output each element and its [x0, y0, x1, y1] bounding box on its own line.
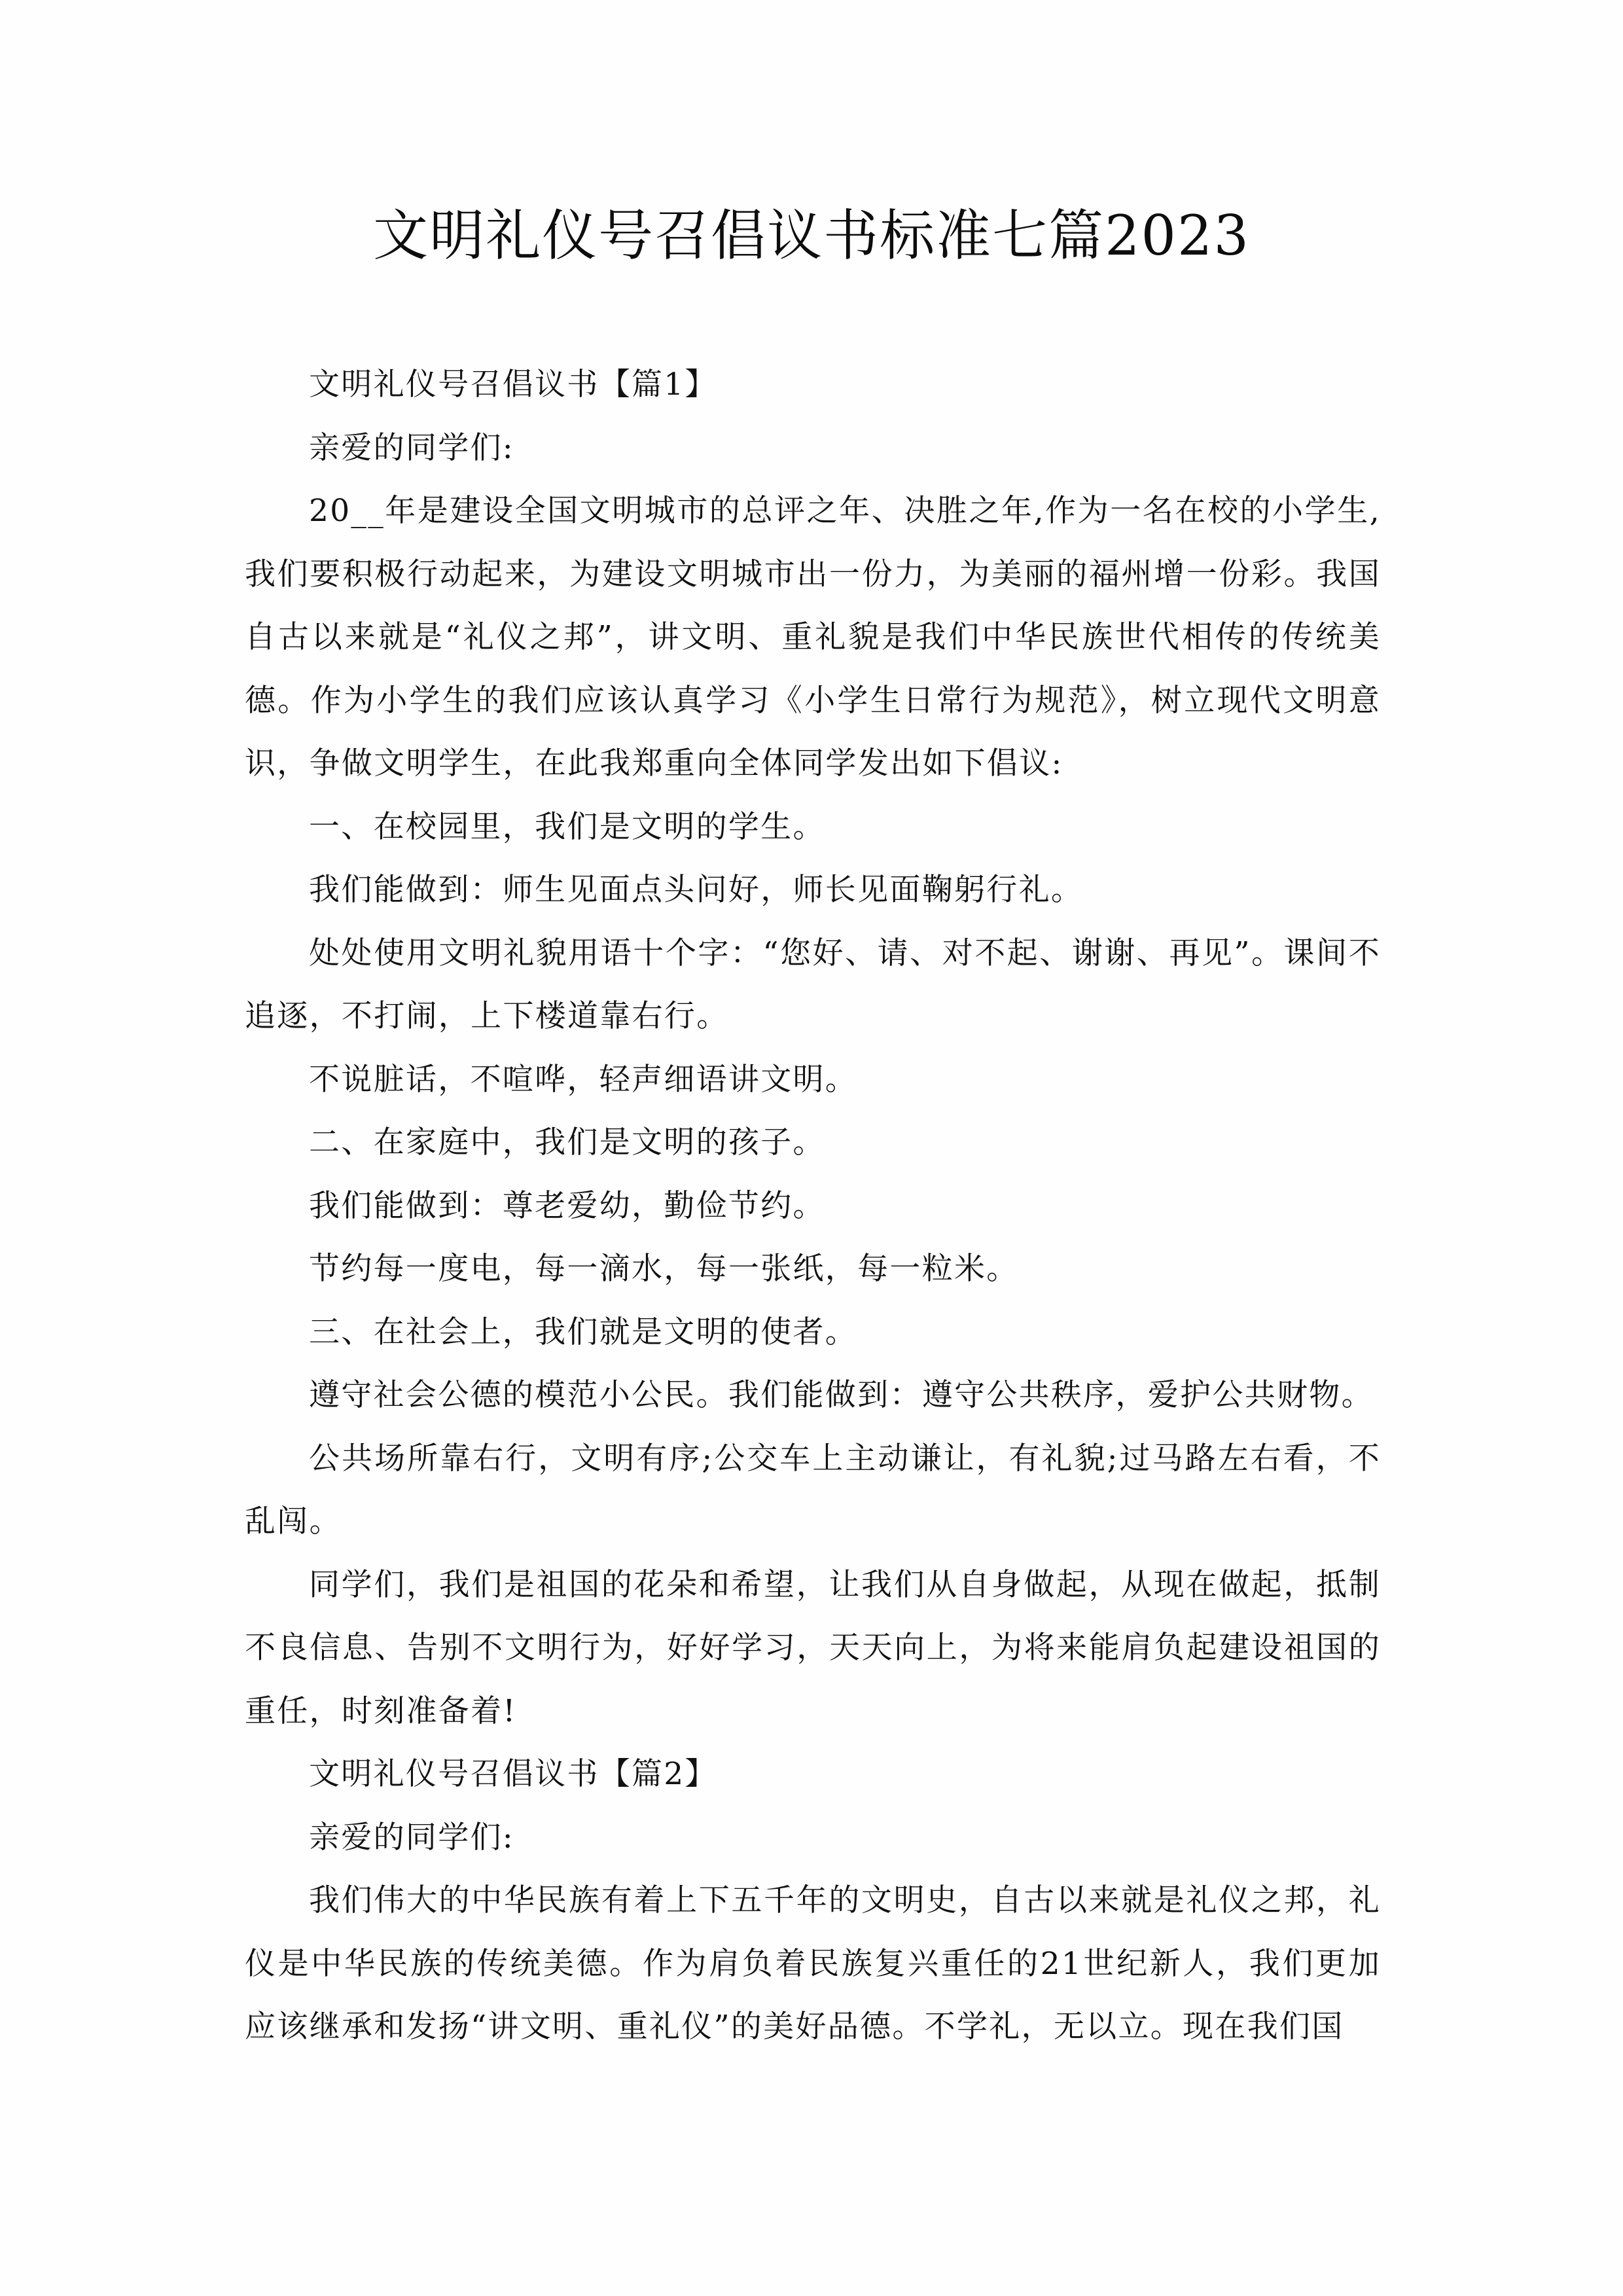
paragraph: 遵守社会公德的模范小公民。我们能做到：遵守公共秩序，爱护公共财物。 — [309, 1377, 1374, 1413]
list-heading: 三、在社会上，我们就是文明的使者。 — [309, 1314, 858, 1350]
paragraph: 我们伟大的中华民族有着上下五千年的文明史，自古以来就是礼仪之邦，礼仪是中华民族的传统美德。作为肩负着民族复兴重任的21世纪新人，我们更加应该继承和发扬“讲文明、重礼仪”的美好品德。不学礼，无以立。现在我们国 — [245, 1882, 1381, 2045]
paragraph: 我们能做到：师生见面点头问好，师长见面鞠躬行礼。 — [309, 872, 1084, 908]
paragraph: 公共场所靠右行，文明有序;公交车上主动谦让，有礼貌;过马路左右看，不乱闯。 — [245, 1440, 1381, 1539]
paragraph: 我们能做到：尊老爱幼，勤俭节约。 — [309, 1187, 825, 1224]
salutation: 亲爱的同学们: — [309, 429, 514, 466]
document-body — [245, 353, 1381, 2059]
paragraph: 处处使用文明礼貌用语十个字：“您好、请、对不起、谢谢、再见”。课间不追逐，不打闹，上下楼道靠右行。 — [245, 935, 1381, 1034]
paragraph: 20__年是建设全国文明城市的总评之年、决胜之年,作为一名在校的小学生,我们要积极行动起来，为建设文明城市出一份力，为美丽的福州增一份彩。我国自古以来就是“礼仪之邦”，讲文明、重礼貌是我们中华民族世代相传的传统美德。作为小学生的我们应该认真学习《小学生日常行为规范》，树立现代文明意识，争做文明学生，在此我郑重向全体同学发出如下倡议: — [245, 493, 1381, 781]
section-heading-2: 文明礼仪号召倡议书【篇2】 — [309, 1756, 717, 1792]
document-title: 文明礼仪号召倡议书标准七篇2023 — [373, 204, 1250, 268]
list-heading: 二、在家庭中，我们是文明的孩子。 — [309, 1124, 825, 1160]
paragraph: 不说脏话，不喧哗，轻声细语讲文明。 — [309, 1061, 858, 1098]
salutation: 亲爱的同学们: — [309, 1819, 514, 1856]
paragraph: 节约每一度电，每一滴水，每一张纸，每一粒米。 — [309, 1251, 1019, 1287]
list-heading: 一、在校园里，我们是文明的学生。 — [309, 808, 825, 845]
section-heading-1: 文明礼仪号召倡议书【篇1】 — [309, 367, 717, 403]
paragraph: 同学们，我们是祖国的花朵和希望，让我们从自身做起，从现在做起，抵制不良信息、告别不文明行为，好好学习，天天向上，为将来能肩负起建设祖国的重任，时刻准备着! — [245, 1566, 1381, 1729]
